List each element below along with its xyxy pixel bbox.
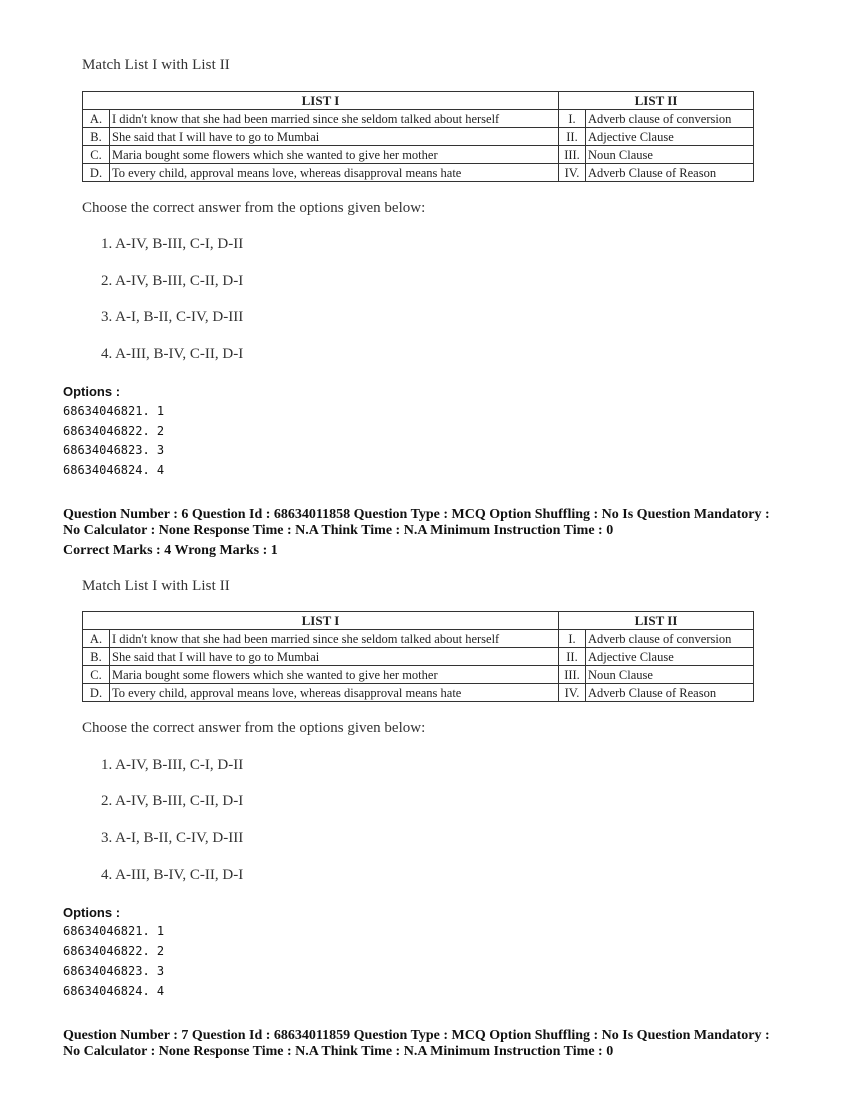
list1-item: She said that I will have to go to Mumbai — [110, 128, 559, 146]
table-row — [83, 666, 754, 684]
row-numeral: IV. — [559, 164, 586, 182]
answer-choice: 1. A-IV, B-III, C-I, D-II — [101, 757, 244, 773]
table-row — [83, 164, 754, 182]
option-id: 68634046822. 2 — [63, 944, 165, 958]
question-marks: Correct Marks : 4 Wrong Marks : 1 — [63, 543, 278, 558]
table-row — [83, 110, 754, 128]
row-numeral: IV. — [559, 684, 586, 702]
match-table — [82, 91, 754, 182]
option-id: 68634046821. 1 — [63, 404, 165, 418]
list1-header: LIST I — [83, 612, 559, 630]
option-id: 68634046821. 1 — [63, 924, 165, 938]
row-key: B. — [83, 648, 110, 666]
match-title: Match List I with List II — [82, 57, 230, 73]
option-id: 68634046822. 2 — [63, 424, 165, 438]
list2-item: Adverb clause of conversion — [586, 110, 754, 128]
row-key: D. — [83, 164, 110, 182]
list2-header: LIST II — [559, 92, 754, 110]
row-numeral: I. — [559, 630, 586, 648]
row-numeral: II. — [559, 648, 586, 666]
row-numeral: III. — [559, 146, 586, 164]
row-key: C. — [83, 666, 110, 684]
table-row — [83, 146, 754, 164]
row-key: D. — [83, 684, 110, 702]
question-meta-line: No Calculator : None Response Time : N.A Think Time : N.A Minimum Instruction Time : 0 — [63, 523, 614, 538]
answer-choice: 3. A-I, B-II, C-IV, D-III — [101, 309, 244, 325]
row-numeral: II. — [559, 128, 586, 146]
list2-item: Adverb Clause of Reason — [586, 684, 754, 702]
list1-item: Maria bought some flowers which she wanted to give her mother — [110, 666, 559, 684]
list1-item: I didn't know that she had been married since she seldom talked about herself — [110, 630, 559, 648]
list2-item: Adjective Clause — [586, 648, 754, 666]
row-key: C. — [83, 146, 110, 164]
option-id: 68634046824. 4 — [63, 463, 165, 477]
list2-header: LIST II — [559, 612, 754, 630]
list1-item: I didn't know that she had been married since she seldom talked about herself — [110, 110, 559, 128]
question-meta-line: Question Number : 6 Question Id : 68634011858 Question Type : MCQ Option Shuffling : No Is Question Mandatory : — [63, 507, 770, 522]
list1-item: Maria bought some flowers which she wanted to give her mother — [110, 146, 559, 164]
option-id: 68634046824. 4 — [63, 984, 165, 998]
list2-item: Noun Clause — [586, 146, 754, 164]
answer-choice: 2. A-IV, B-III, C-II, D-I — [101, 793, 244, 809]
table-row — [83, 128, 754, 146]
table-row — [83, 684, 754, 702]
list2-item: Adverb clause of conversion — [586, 630, 754, 648]
choose-instruction: Choose the correct answer from the options given below: — [82, 720, 426, 736]
list2-item: Adjective Clause — [586, 128, 754, 146]
list1-header: LIST I — [83, 92, 559, 110]
list1-item: To every child, approval means love, whereas disapproval means hate — [110, 164, 559, 182]
list2-item: Noun Clause — [586, 666, 754, 684]
match-title: Match List I with List II — [82, 578, 230, 594]
list2-item: Adverb Clause of Reason — [586, 164, 754, 182]
choose-instruction: Choose the correct answer from the options given below: — [82, 200, 426, 216]
option-id: 68634046823. 3 — [63, 443, 165, 457]
option-id: 68634046823. 3 — [63, 964, 165, 978]
question-meta-line: No Calculator : None Response Time : N.A Think Time : N.A Minimum Instruction Time : 0 — [63, 1044, 614, 1059]
table-row — [83, 630, 754, 648]
answer-choice: 2. A-IV, B-III, C-II, D-I — [101, 273, 244, 289]
row-key: A. — [83, 110, 110, 128]
row-key: B. — [83, 128, 110, 146]
answer-choice: 3. A-I, B-II, C-IV, D-III — [101, 830, 244, 846]
table-row — [83, 648, 754, 666]
row-key: A. — [83, 630, 110, 648]
match-table — [82, 611, 754, 702]
question-meta-line: Question Number : 7 Question Id : 68634011859 Question Type : MCQ Option Shuffling : No Is Question Mandatory : — [63, 1028, 770, 1043]
row-numeral: III. — [559, 666, 586, 684]
options-header: Options : — [63, 384, 121, 399]
answer-choice: 4. A-III, B-IV, C-II, D-I — [101, 867, 244, 883]
answer-choice: 1. A-IV, B-III, C-I, D-II — [101, 236, 244, 252]
list1-item: She said that I will have to go to Mumbai — [110, 648, 559, 666]
options-header: Options : — [63, 905, 121, 920]
row-numeral: I. — [559, 110, 586, 128]
answer-choice: 4. A-III, B-IV, C-II, D-I — [101, 346, 244, 362]
list1-item: To every child, approval means love, whereas disapproval means hate — [110, 684, 559, 702]
